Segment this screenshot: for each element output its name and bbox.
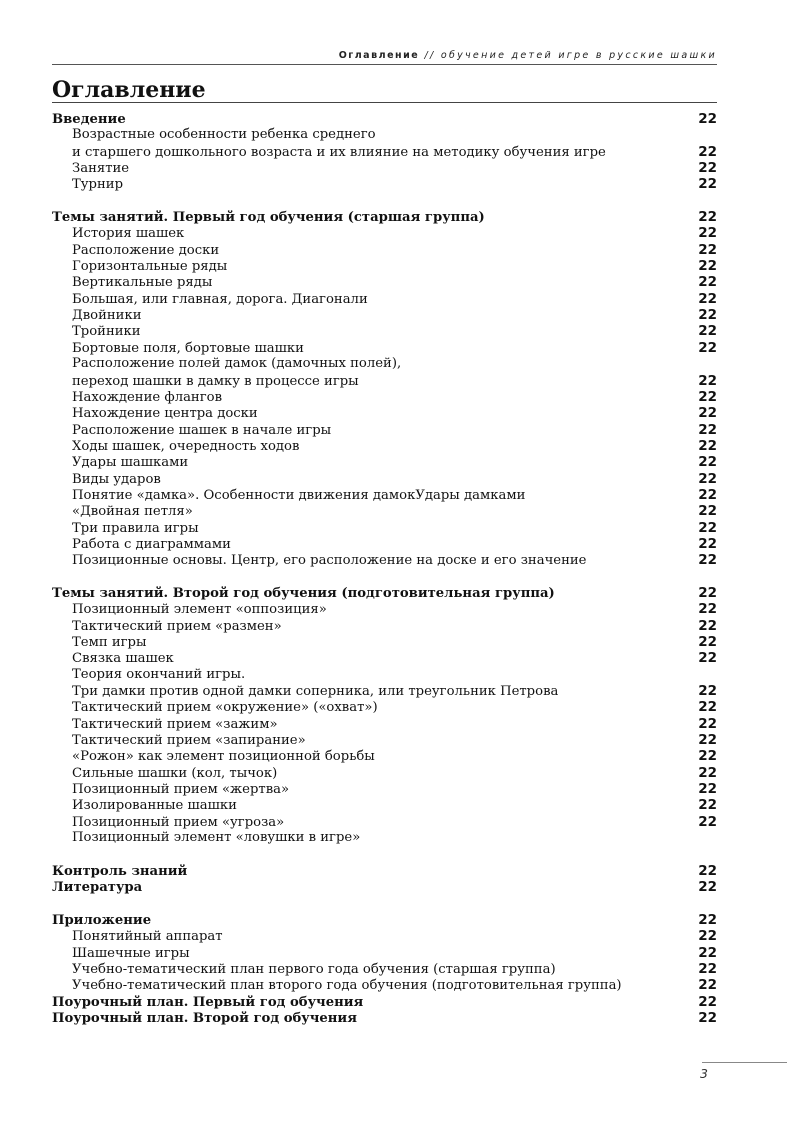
- toc-entry[interactable]: [52, 797, 717, 813]
- toc-entry-title: Удары шашками: [72, 455, 189, 471]
- toc-page-number: 22: [698, 650, 717, 667]
- toc-entry[interactable]: [52, 274, 717, 290]
- toc-entry-title: История шашек: [72, 226, 185, 242]
- toc-entry-title: Нахождение флангов: [72, 389, 222, 405]
- toc-entry-title: Шашечные игры: [72, 945, 190, 961]
- toc-entry-title: Введение: [52, 112, 126, 127]
- toc-page-number: 22: [698, 928, 717, 945]
- toc-entry-title: Тактический прием «зажим»: [72, 716, 278, 732]
- toc-entry-title: Позиционные основы. Центр, его расположение на доске и его значение: [72, 553, 587, 569]
- toc-entry-title: «Двойная петля»: [72, 504, 193, 520]
- toc-entry[interactable]: [52, 912, 717, 928]
- running-header: [52, 50, 717, 61]
- toc-entry[interactable]: [52, 699, 717, 715]
- toc-page-number: 22: [698, 1009, 717, 1026]
- toc-page-number: 22: [698, 421, 717, 438]
- toc-entry-title: Тройники: [72, 324, 141, 340]
- toc-page-number: 22: [698, 584, 717, 601]
- toc-entry-title: Позиционный элемент «оппозиция»: [72, 602, 327, 618]
- toc-entry[interactable]: [52, 765, 717, 781]
- toc-entry[interactable]: [52, 111, 717, 127]
- toc-entry-title: Понятийный аппарат: [72, 929, 223, 945]
- toc-entry-title: Поурочный план. Первый год обучения: [52, 994, 364, 1010]
- toc-entry-title: Турнир: [72, 177, 124, 193]
- page-title: Оглавление: [52, 77, 206, 103]
- toc-entry-title: Работа с диаграммами: [72, 536, 231, 552]
- toc-page-number: 22: [698, 274, 717, 291]
- toc-entry[interactable]: [52, 634, 717, 650]
- toc-entry[interactable]: [52, 225, 717, 241]
- toc-entry[interactable]: [52, 945, 717, 961]
- toc-entry-title: Учебно-тематический план первого года обучения (старшая группа): [72, 961, 556, 977]
- toc-entry[interactable]: [52, 536, 717, 552]
- title-rule: [52, 102, 717, 103]
- toc-entry[interactable]: [52, 127, 717, 143]
- toc-entry-title: Учебно-тематический план второго года обучения (подготовительная группа): [72, 978, 622, 994]
- toc-page-number: 22: [698, 879, 717, 896]
- toc-entry[interactable]: [52, 291, 717, 307]
- toc-page-number: 22: [698, 290, 717, 307]
- toc-page-number: 22: [698, 503, 717, 520]
- toc-entry-title: Бортовые поля, бортовые шашки: [72, 340, 304, 356]
- toc-entry[interactable]: [52, 454, 717, 470]
- toc-entry[interactable]: [52, 176, 717, 192]
- toc-page-number: 22: [698, 634, 717, 650]
- toc-entry[interactable]: [52, 1010, 717, 1026]
- toc-page-number: 22: [698, 601, 717, 618]
- toc-entry[interactable]: [52, 650, 717, 666]
- toc-entry[interactable]: [52, 307, 717, 323]
- toc-entry-title: Связка шашек: [72, 651, 174, 667]
- toc-entry-title: Поурочный план. Второй год обучения: [52, 1010, 357, 1026]
- toc-entry[interactable]: [52, 830, 717, 846]
- toc-entry-title: Тактический прием «размен»: [72, 618, 282, 634]
- toc-entry-title: Виды ударов: [72, 471, 161, 487]
- toc-page-number: 22: [698, 307, 717, 324]
- toc-entry-title: «Рожон» как элемент позиционной борьбы: [72, 749, 375, 765]
- toc-page-number: 22: [698, 813, 717, 830]
- toc-entry-title: Сильные шашки (кол, тычок): [72, 765, 278, 781]
- toc-entry[interactable]: [52, 977, 717, 993]
- toc-entry-title: Тактический прием «запирание»: [72, 733, 306, 749]
- footer-page-number: 3: [700, 1066, 708, 1081]
- toc-entry-title: Теория окончаний игры.: [72, 666, 246, 682]
- toc-page-number: 22: [698, 372, 717, 389]
- toc-entry[interactable]: [52, 356, 717, 372]
- toc-page-number: 22: [698, 748, 717, 765]
- toc-entry-title: Возрастные особенности ребенка среднего: [72, 127, 376, 143]
- running-header-section: Оглавление: [338, 50, 420, 61]
- toc-entry-title: Большая, или главная, дорога. Диагонали: [72, 291, 368, 307]
- toc-entry[interactable]: [52, 781, 717, 797]
- toc-page-number: 22: [698, 535, 717, 552]
- toc-page-number: 22: [698, 470, 717, 487]
- toc-entry[interactable]: [52, 389, 717, 405]
- toc-entry[interactable]: [52, 422, 717, 438]
- toc-entry[interactable]: [52, 814, 717, 830]
- toc-entry[interactable]: [52, 487, 717, 503]
- toc-entry-title: Расположение доски: [72, 242, 220, 258]
- toc-entry[interactable]: [52, 748, 717, 764]
- toc-page-number: 22: [698, 960, 717, 977]
- toc-entry-title: переход шашки в дамку в процессе игры: [72, 373, 359, 389]
- toc-page-number: 22: [698, 339, 717, 356]
- toc-entry[interactable]: [52, 618, 717, 634]
- toc-entry[interactable]: [52, 373, 717, 389]
- toc-page-number: 22: [698, 405, 717, 422]
- table-of-contents: [52, 111, 717, 1026]
- toc-entry[interactable]: [52, 323, 717, 339]
- toc-entry[interactable]: [52, 863, 717, 879]
- toc-entry-title: Позиционный прием «жертва»: [72, 782, 290, 798]
- toc-entry[interactable]: [52, 242, 717, 258]
- toc-page-number: 22: [698, 715, 717, 732]
- toc-entry-title: Три правила игры: [72, 520, 199, 536]
- toc-entry[interactable]: [52, 405, 717, 421]
- toc-entry[interactable]: [52, 144, 717, 160]
- toc-page-number: 22: [698, 160, 717, 177]
- toc-entry-title: Изолированные шашки: [72, 798, 237, 814]
- toc-entry[interactable]: [52, 340, 717, 356]
- toc-entry[interactable]: [52, 879, 717, 895]
- toc-page-number: 22: [698, 699, 717, 716]
- toc-entry[interactable]: [52, 601, 717, 617]
- toc-page-number: 22: [698, 797, 717, 814]
- toc-entry-title: Вертикальные ряды: [72, 275, 213, 291]
- toc-page-number: 22: [698, 176, 717, 193]
- toc-page-number: 22: [698, 241, 717, 258]
- toc-entry-title: Понятие «дамка». Особенности движения дамокУдары дамками: [72, 487, 526, 503]
- footer-rule: [702, 1062, 787, 1063]
- toc-page-number: 22: [698, 617, 717, 634]
- toc-entry-title: Позиционный прием «угроза»: [72, 814, 285, 830]
- toc-page-number: 22: [698, 437, 717, 454]
- toc-page-number: 22: [698, 862, 717, 879]
- toc-page-number: 22: [698, 977, 717, 994]
- toc-entry[interactable]: [52, 732, 717, 748]
- toc-page-number: 22: [698, 225, 717, 242]
- toc-page-number: 22: [698, 323, 717, 340]
- toc-entry[interactable]: [52, 471, 717, 487]
- toc-page-number: 22: [698, 781, 717, 798]
- header-rule: [52, 64, 717, 65]
- toc-page-number: 22: [698, 258, 717, 275]
- toc-entry[interactable]: [52, 961, 717, 977]
- toc-entry[interactable]: [52, 585, 717, 601]
- toc-page-number: 22: [698, 486, 717, 503]
- toc-entry[interactable]: [52, 503, 717, 519]
- toc-entry-title: Ходы шашек, очередность ходов: [72, 438, 300, 454]
- toc-page-number: 22: [698, 944, 717, 961]
- toc-page-number: 22: [698, 732, 717, 749]
- toc-page-number: 22: [698, 519, 717, 536]
- toc-entry[interactable]: [52, 667, 717, 683]
- toc-entry-title: Нахождение центра доски: [72, 406, 258, 422]
- toc-entry[interactable]: [52, 552, 717, 568]
- toc-entry[interactable]: [52, 258, 717, 274]
- toc-page-number: 22: [698, 993, 717, 1010]
- toc-entry-title: Литература: [52, 880, 143, 896]
- toc-entry-title: Позиционный элемент «ловушки в игре»: [72, 830, 361, 846]
- toc-entry-title: и старшего дошкольного возраста и их влияние на методику обучения игре: [72, 144, 606, 160]
- toc-page-number: 22: [698, 683, 717, 700]
- toc-entry-title: Контроль знаний: [52, 863, 188, 879]
- toc-page-number: 22: [698, 143, 717, 160]
- toc-entry-title: Темп игры: [72, 635, 147, 650]
- toc-entry-title: Три дамки против одной дамки соперника, или треугольник Петрова: [72, 684, 559, 700]
- toc-entry-title: Горизонтальные ряды: [72, 259, 228, 275]
- running-header-separator: //: [419, 50, 441, 61]
- toc-entry-title: Расположение полей дамок (дамочных полей),: [72, 356, 402, 372]
- toc-page-number: 22: [698, 552, 717, 569]
- toc-entry[interactable]: [52, 928, 717, 944]
- toc-entry[interactable]: [52, 716, 717, 732]
- toc-page-number: 22: [698, 764, 717, 781]
- toc-entry[interactable]: [52, 520, 717, 536]
- toc-entry[interactable]: [52, 994, 717, 1010]
- toc-entry-title: Расположение шашек в начале игры: [72, 422, 332, 438]
- toc-entry[interactable]: [52, 160, 717, 176]
- toc-entry-title: Тактический прием «окружение» («охват»): [72, 700, 378, 716]
- toc-entry[interactable]: [52, 209, 717, 225]
- toc-page-number: 22: [698, 388, 717, 405]
- toc-entry-title: Двойники: [72, 308, 142, 324]
- toc-page-number: 22: [698, 111, 717, 127]
- toc-entry[interactable]: [52, 438, 717, 454]
- toc-page-number: 22: [698, 209, 717, 226]
- toc-page-number: 22: [698, 911, 717, 928]
- toc-entry[interactable]: [52, 683, 717, 699]
- toc-page-number: 22: [698, 454, 717, 471]
- toc-entry-title: Темы занятий. Первый год обучения (старшая группа): [52, 210, 485, 226]
- toc-entry-title: Темы занятий. Второй год обучения (подготовительная группа): [52, 585, 555, 601]
- running-header-subtitle: обучение детей игре в русские шашки: [440, 50, 717, 61]
- toc-entry-title: Приложение: [52, 912, 152, 928]
- toc-entry-title: Занятие: [72, 161, 130, 177]
